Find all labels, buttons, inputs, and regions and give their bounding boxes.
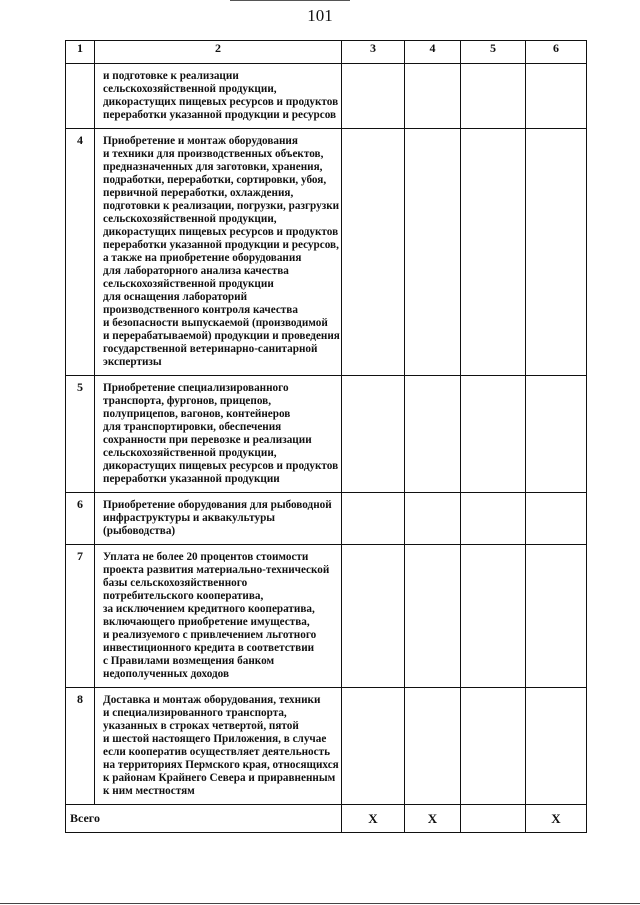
cell-col-5 <box>461 688 526 805</box>
row-description <box>95 376 342 493</box>
description-line: недополученных доходов <box>103 668 229 680</box>
description-line: предназначенных для заготовки, хранения, <box>103 161 323 173</box>
cell-col-4 <box>405 545 461 688</box>
row-number: 5 <box>66 376 95 493</box>
description-line: с Правилами возмещения банком <box>103 655 275 667</box>
cell-col-3 <box>342 129 405 376</box>
row-description <box>95 545 342 688</box>
cell-col-6 <box>526 376 587 493</box>
row-number: 6 <box>66 493 95 545</box>
total-col3: Х <box>342 805 405 833</box>
row-description <box>95 493 342 545</box>
cell-col-6 <box>526 129 587 376</box>
description-line: и шестой настоящего Приложения, в случае <box>103 733 327 745</box>
description-line: переработки указанной продукции и ресурсов, <box>103 239 339 251</box>
total-row <box>66 805 587 833</box>
description-line: включающего приобретение имущества, <box>103 616 310 628</box>
scan-top-rule <box>230 0 350 1</box>
header-cell-1: 1 <box>66 41 95 64</box>
cell-col-5 <box>461 545 526 688</box>
table-row <box>66 688 587 805</box>
description-line: для транспортировки, обеспечения <box>103 421 282 433</box>
description-line: государственной ветеринарно-санитарной <box>103 343 318 355</box>
row-number <box>66 64 95 129</box>
cell-col-4 <box>405 129 461 376</box>
description-line: за исключением кредитного кооператива, <box>103 603 315 615</box>
description-line: сельскохозяйственной продукции, <box>103 213 277 225</box>
description-line: для оснащения лабораторий <box>103 291 248 303</box>
cell-col-3 <box>342 493 405 545</box>
description-line: инвестиционного кредита в соответствии <box>103 642 315 654</box>
cell-col-3 <box>342 376 405 493</box>
description-line: указанных в строках четвертой, пятой <box>103 720 299 732</box>
description-line: (рыбоводства) <box>103 525 176 537</box>
cell-col-6 <box>526 545 587 688</box>
description-line: и подготовке к реализации <box>103 70 239 82</box>
description-line: проекта развития материально-технической <box>103 564 330 576</box>
row-number: 4 <box>66 129 95 376</box>
description-line: и специализированного транспорта, <box>103 707 287 719</box>
description-line: переработки указанной продукции <box>103 473 280 485</box>
total-label: Всего <box>66 805 342 833</box>
cell-col-3 <box>342 64 405 129</box>
description-line: экспертизы <box>103 356 162 368</box>
table-row <box>66 64 587 129</box>
row-number: 8 <box>66 688 95 805</box>
description-line: полуприцепов, вагонов, контейнеров <box>103 408 291 420</box>
table-row <box>66 493 587 545</box>
description-line: сельскохозяйственной продукции, <box>103 447 277 459</box>
cell-col-3 <box>342 545 405 688</box>
page-number: 101 <box>307 6 333 25</box>
cell-col-4 <box>405 376 461 493</box>
total-col4: Х <box>405 805 461 833</box>
description-line: Приобретение оборудования для рыбоводной <box>103 499 332 511</box>
description-line: если кооператив осуществляет деятельность <box>103 746 331 758</box>
table-row <box>66 129 587 376</box>
description-line: Приобретение специализированного <box>103 382 289 394</box>
table-row <box>66 376 587 493</box>
description-line: для лабораторного анализа качества <box>103 265 289 277</box>
description-line: и реализуемого с привлечением льготного <box>103 629 317 641</box>
header-cell-4: 4 <box>405 41 461 64</box>
subsidy-table <box>65 40 587 833</box>
description-line: и безопасности выпускаемой (производимой <box>103 317 328 329</box>
row-description <box>95 64 342 129</box>
description-line: на территориях Пермского края, относящихся <box>103 759 339 771</box>
description-line: сельскохозяйственной продукции, <box>103 83 277 95</box>
header-cell-3: 3 <box>342 41 405 64</box>
header-cell-6: 6 <box>526 41 587 64</box>
description-line: потребительского кооператива, <box>103 590 264 602</box>
cell-col-5 <box>461 376 526 493</box>
description-line: и техники для производственных объектов, <box>103 148 324 160</box>
cell-col-4 <box>405 688 461 805</box>
cell-col-4 <box>405 493 461 545</box>
description-line: базы сельскохозяйственного <box>103 577 248 589</box>
header-cell-5: 5 <box>461 41 526 64</box>
cell-col-3 <box>342 688 405 805</box>
description-line: переработки указанной продукции и ресурсов <box>103 109 337 121</box>
description-line: инфраструктуры и аквакультуры <box>103 512 276 524</box>
total-col6: Х <box>526 805 587 833</box>
description-line: к ним местностям <box>103 785 195 797</box>
row-number: 7 <box>66 545 95 688</box>
description-line: к районам Крайнего Севера и приравненным <box>103 772 336 784</box>
cell-col-5 <box>461 493 526 545</box>
cell-col-4 <box>405 64 461 129</box>
description-line: первичной переработки, охлаждения, <box>103 187 294 199</box>
description-line: сохранности при перевозке и реализации <box>103 434 312 446</box>
description-line: Уплата не более 20 процентов стоимости <box>103 551 309 563</box>
description-line: и перерабатываемой) продукции и проведения <box>103 330 340 342</box>
header-row <box>66 41 587 64</box>
cell-col-6 <box>526 493 587 545</box>
cell-col-5 <box>461 129 526 376</box>
description-line: Доставка и монтаж оборудования, техники <box>103 694 321 706</box>
header-cell-2: 2 <box>95 41 342 64</box>
scan-bottom-rule <box>0 903 640 904</box>
table-row <box>66 545 587 688</box>
description-line: транспорта, фургонов, прицепов, <box>103 395 271 407</box>
total-col5 <box>461 805 526 833</box>
description-line: а также на приобретение оборудования <box>103 252 302 264</box>
description-line: дикорастущих пищевых ресурсов и продуктов <box>103 226 339 238</box>
row-description <box>95 688 342 805</box>
description-line: подработки, переработки, сортировки, убоя, <box>103 174 327 186</box>
description-line: Приобретение и монтаж оборудования <box>103 135 298 147</box>
description-line: подготовки к реализации, погрузки, разгрузки <box>103 200 340 212</box>
row-description <box>95 129 342 376</box>
cell-col-6 <box>526 64 587 129</box>
description-line: сельскохозяйственной продукции <box>103 278 274 290</box>
description-line: дикорастущих пищевых ресурсов и продуктов <box>103 96 339 108</box>
cell-col-5 <box>461 64 526 129</box>
description-line: производственного контроля качества <box>103 304 298 316</box>
cell-col-6 <box>526 688 587 805</box>
description-line: дикорастущих пищевых ресурсов и продуктов <box>103 460 339 472</box>
